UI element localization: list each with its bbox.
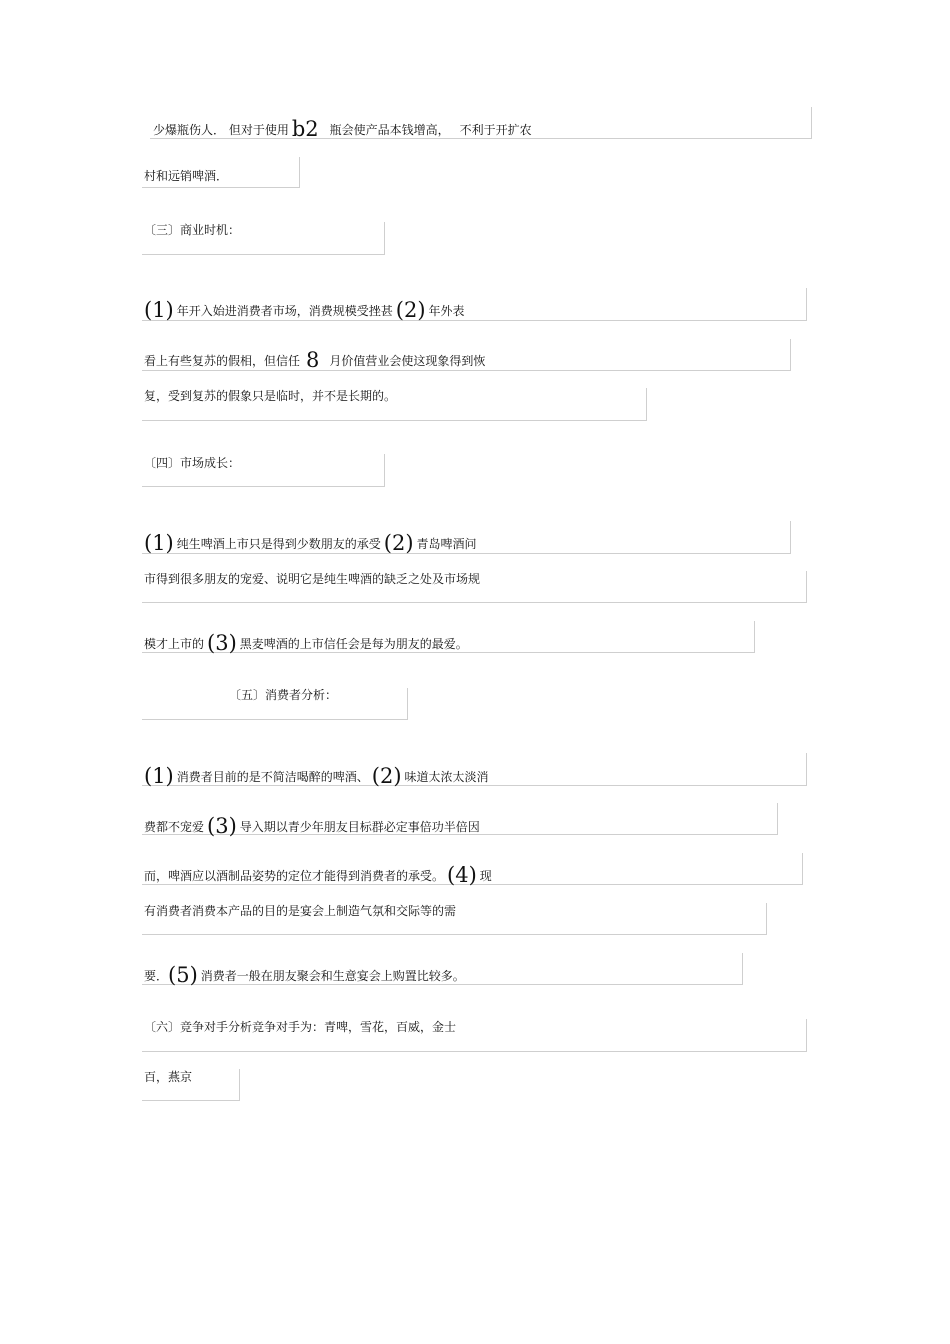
- text-line: [144, 299, 465, 321]
- text-line: [153, 118, 532, 140]
- text-line: [144, 1069, 192, 1085]
- text-line: [144, 765, 489, 787]
- list-number: (2): [395, 298, 426, 322]
- text-run: 百，燕京: [144, 1070, 193, 1084]
- text-run: 黑麦啤酒的上市信任会是每为朋友的最爱。: [239, 637, 468, 651]
- text-run: 瓶会使产品本钱增高，: [329, 123, 450, 137]
- text-line: [144, 349, 485, 371]
- text-run: 青岛啤酒问: [416, 537, 477, 551]
- section-heading: [144, 222, 240, 238]
- text-run: 〔四〕市场成长：: [144, 456, 241, 470]
- text-run: 有消费者消费本产品的目的是宴会上制造气氛和交际等的需: [144, 904, 457, 918]
- text-run: 村和远销啤酒．: [144, 169, 229, 183]
- list-number: (1): [144, 298, 174, 322]
- text-run: 看上有些复苏的假相，但信任: [144, 354, 301, 368]
- list-number: (4): [447, 863, 477, 887]
- text-run: 费都不宠爱: [144, 820, 205, 834]
- text-run: 〔五〕消费者分析：: [229, 688, 338, 702]
- text-run: 复，受到复苏的假象只是临时，并不是长期的。: [144, 389, 397, 403]
- inline-number: b2: [291, 117, 319, 141]
- text-line: [144, 864, 492, 886]
- text-line: [144, 168, 228, 184]
- text-run: 年外表: [428, 304, 465, 318]
- text-run: 消费者目前的是不简洁喝醉的啤酒、: [176, 770, 369, 784]
- text-run: 少爆瓶伤人． 但对于使用: [153, 123, 289, 137]
- text-run: 纯生啤酒上市只是得到少数朋友的承受: [176, 537, 381, 551]
- text-run: 市得到很多朋友的宠爱、说明它是纯生啤酒的缺乏之处及市场规: [144, 572, 481, 586]
- text-line: [144, 964, 465, 986]
- list-number: (5): [168, 963, 198, 987]
- list-number: (1): [144, 764, 174, 788]
- section-heading: [144, 1019, 456, 1035]
- list-number: (2): [383, 531, 414, 555]
- text-run: 现: [479, 869, 492, 883]
- list-number: (1): [144, 531, 174, 555]
- text-line: [144, 571, 480, 587]
- text-line: [144, 815, 480, 837]
- text-line: [144, 632, 468, 654]
- text-run: 导入期以青少年朋友目标群必定事倍功半倍因: [239, 820, 480, 834]
- text-run: 而，啤酒应以酒制品姿势的定位才能得到消费者的承受。: [144, 869, 445, 883]
- inline-number: 8: [306, 348, 320, 372]
- text-run: 〔六〕竞争对手分析竞争对手为：青啤，雪花，百威，金士: [144, 1020, 457, 1034]
- list-number: (3): [207, 814, 237, 838]
- text-run: 消费者一般在朋友聚会和生意宴会上购置比较多。: [200, 969, 465, 983]
- text-run: 〔三〕商业时机：: [144, 223, 241, 237]
- text-run: 不利于开扩农: [459, 123, 532, 137]
- text-line: [144, 532, 477, 554]
- list-number: (3): [207, 631, 237, 655]
- text-run: 月价值营业会使这现象得到恢: [329, 354, 486, 368]
- text-run: 年开入始进消费者市场，消费规模受挫甚: [176, 304, 393, 318]
- text-line: [144, 388, 396, 404]
- text-run: 要．: [144, 969, 169, 983]
- section-heading: [229, 687, 337, 703]
- section-heading: [144, 455, 240, 471]
- list-number: (2): [371, 764, 402, 788]
- text-run: 模才上市的: [144, 637, 205, 651]
- text-line: [144, 903, 456, 919]
- text-run: 味道太浓太淡消: [404, 770, 489, 784]
